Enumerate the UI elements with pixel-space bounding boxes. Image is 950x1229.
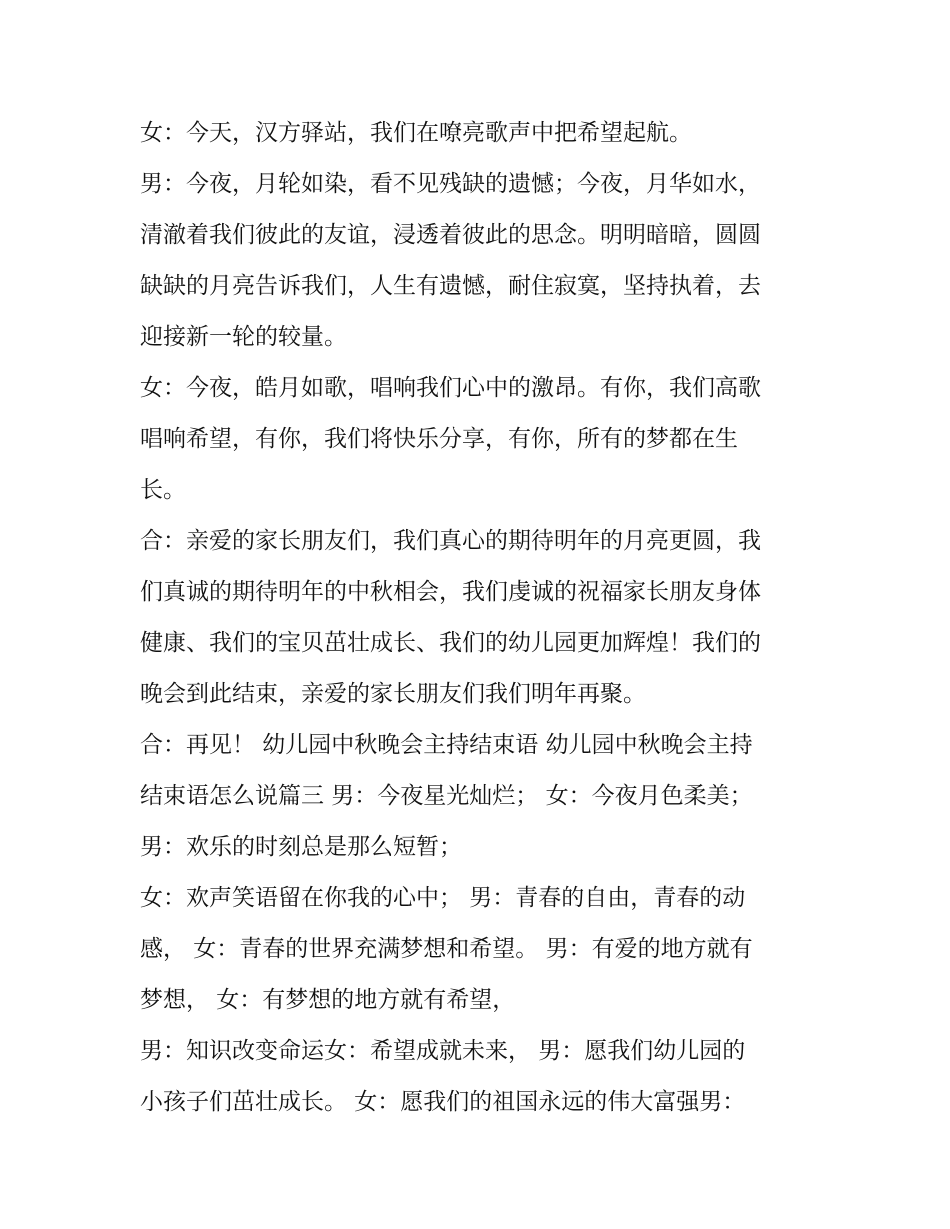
text-line: 男：知识改变命运女：希望成就未来， 男：愿我们幼儿园的 bbox=[140, 1038, 746, 1064]
text-line: 健康、我们的宝贝茁壮成长、我们的幼儿园更加辉煌！我们的 bbox=[140, 630, 761, 656]
text-line: 合：再见！ 幼儿园中秋晚会主持结束语 幼儿园中秋晚会主持 bbox=[140, 732, 753, 758]
text-line: 结束语怎么说篇三 男：今夜星光灿烂； 女：今夜月色柔美； bbox=[140, 783, 753, 809]
text-line: 感， 女：青春的世界充满梦想和希望。 男：有爱的地方就有 bbox=[140, 936, 753, 962]
text-line: 迎接新一轮的较量。 bbox=[140, 324, 347, 350]
text-line: 合：亲爱的家长朋友们，我们真心的期待明年的月亮更圆，我 bbox=[140, 528, 761, 554]
text-line: 们真诚的期待明年的中秋相会，我们虔诚的祝福家长朋友身体 bbox=[140, 579, 761, 605]
text-line: 女：今天，汉方驿站，我们在嘹亮歌声中把希望起航。 bbox=[140, 120, 692, 146]
text-line: 晚会到此结束，亲爱的家长朋友们我们明年再聚。 bbox=[140, 681, 646, 707]
text-line: 清澈着我们彼此的友谊，浸透着彼此的思念。明明暗暗，圆圆 bbox=[140, 222, 761, 248]
text-line: 缺缺的月亮告诉我们，人生有遗憾，耐住寂寞，坚持执着，去 bbox=[140, 273, 761, 299]
text-line: 女：欢声笑语留在你我的心中； 男：青春的自由，青春的动 bbox=[140, 885, 746, 911]
text-line: 小孩子们茁壮成长。 女：愿我们的祖国永远的伟大富强男： bbox=[140, 1089, 746, 1115]
text-line: 女：今夜，皓月如歌，唱响我们心中的激昂。有你，我们高歌 bbox=[140, 375, 761, 401]
document-body bbox=[140, 108, 820, 1128]
text-line: 长。 bbox=[140, 477, 186, 503]
text-line: 男：今夜，月轮如染，看不见残缺的遗憾；今夜，月华如水， bbox=[140, 171, 761, 197]
text-line: 梦想， 女：有梦想的地方就有希望， bbox=[140, 987, 516, 1013]
text-line: 男：欢乐的时刻总是那么短暂； bbox=[140, 834, 462, 860]
text-line: 唱响希望，有你，我们将快乐分享，有你，所有的梦都在生 bbox=[140, 426, 738, 452]
